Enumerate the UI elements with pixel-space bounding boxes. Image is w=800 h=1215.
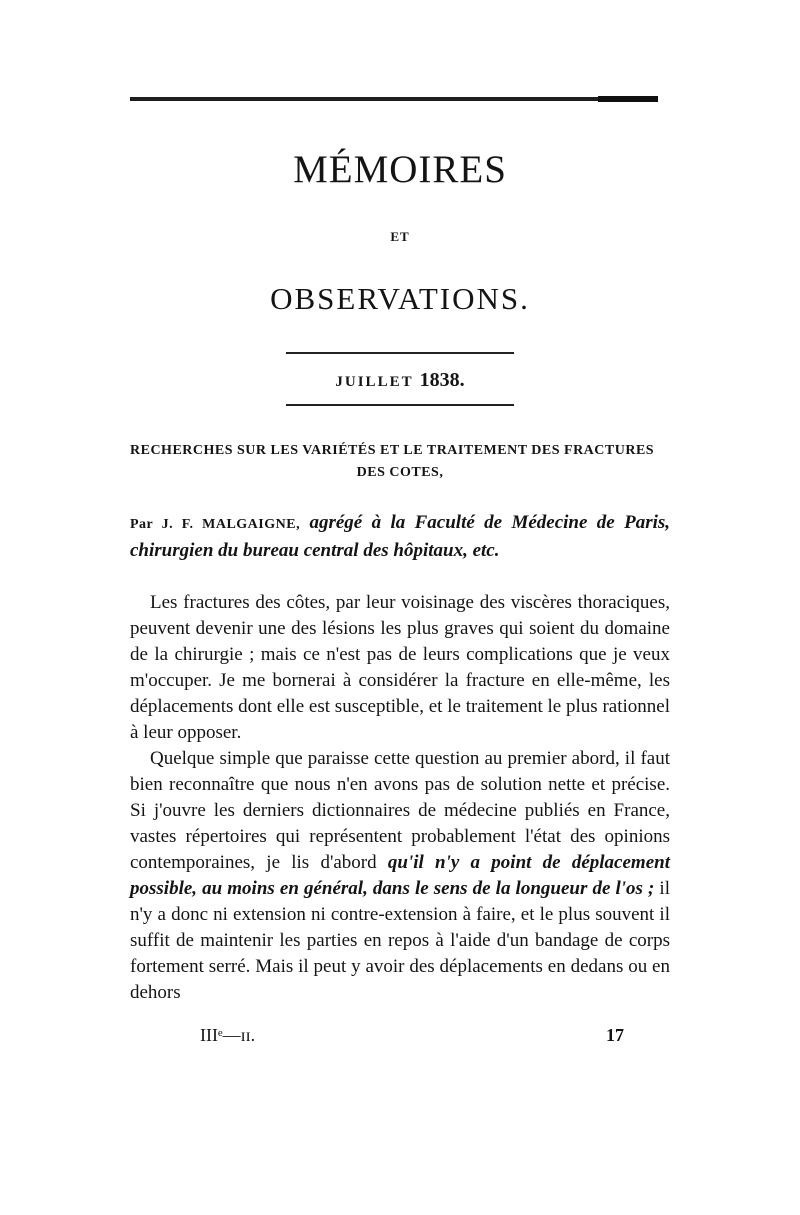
author-name: Par J. F. MALGAIGNE, xyxy=(130,517,301,532)
article-title xyxy=(130,440,670,484)
page-number: 17 xyxy=(606,1025,624,1045)
byline xyxy=(130,510,670,564)
article-body xyxy=(130,590,670,1006)
article-title-line-2: DES COTES, xyxy=(356,465,444,480)
paragraph-2-text-a: Quelque simple que paraisse cette question au premier abord, il faut bien reconnaître que nous n'en avons pas de solution nette et précise. Si j'ouvre les derniers dictionnaires de médecine publiés en France, vastes répertoires qui représentent probablement l'état des opinions contemporaines, je lis d'abord xyxy=(130,748,670,873)
paragraph-2-quote: qu'il n'y a point de déplacement possible, au moins en général, dans le sens de la longueur de l'os ; xyxy=(130,852,670,899)
article-title-line-1: RECHERCHES SUR LES VARIÉTÉS ET LE TRAITEMENT DES FRACTURES xyxy=(130,443,655,458)
issue-date xyxy=(0,365,800,397)
paragraph-2 xyxy=(130,746,670,1006)
author-affiliation: agrégé à la Faculté de Médecine de Paris, chirurgien du bureau central des hôpitaux, etc. xyxy=(130,512,671,561)
paragraph-1: Les fractures des côtes, par leur voisinage des viscères thoraciques, peuvent devenir une des lésions les plus graves qui soient du domaine de la chirurgie ; mais ce n'est pas de leurs complications que je veux m'occuper. Je me bornerai à considérer la fracture en elle-même, les déplacements dont elle est susceptible, et le traitement le plus rationnel à leur opposer. xyxy=(130,592,670,743)
top-rule xyxy=(130,97,658,101)
top-rule-accent xyxy=(598,96,658,102)
signature-mark: IIIᵉ—ɪɪ. xyxy=(200,1025,256,1045)
section-conjunction: ET xyxy=(390,229,410,244)
issue-year: 1838. xyxy=(419,369,465,391)
section-title: MÉMOIRES xyxy=(293,148,507,191)
issue-month: JUILLET xyxy=(335,374,414,390)
date-rule-bottom xyxy=(286,404,514,406)
date-rule-top xyxy=(286,352,514,354)
section-subtitle: OBSERVATIONS. xyxy=(270,281,530,316)
paragraph-2-text-b: il n'y a donc ni extension ni contre-extension à faire, et le plus souvent il suffit de maintenir les parties en repos à l'aide d'un bandage de corps fortement serré. Mais il peut y avoir des déplacements en dedans ou en dehors xyxy=(130,878,670,1003)
